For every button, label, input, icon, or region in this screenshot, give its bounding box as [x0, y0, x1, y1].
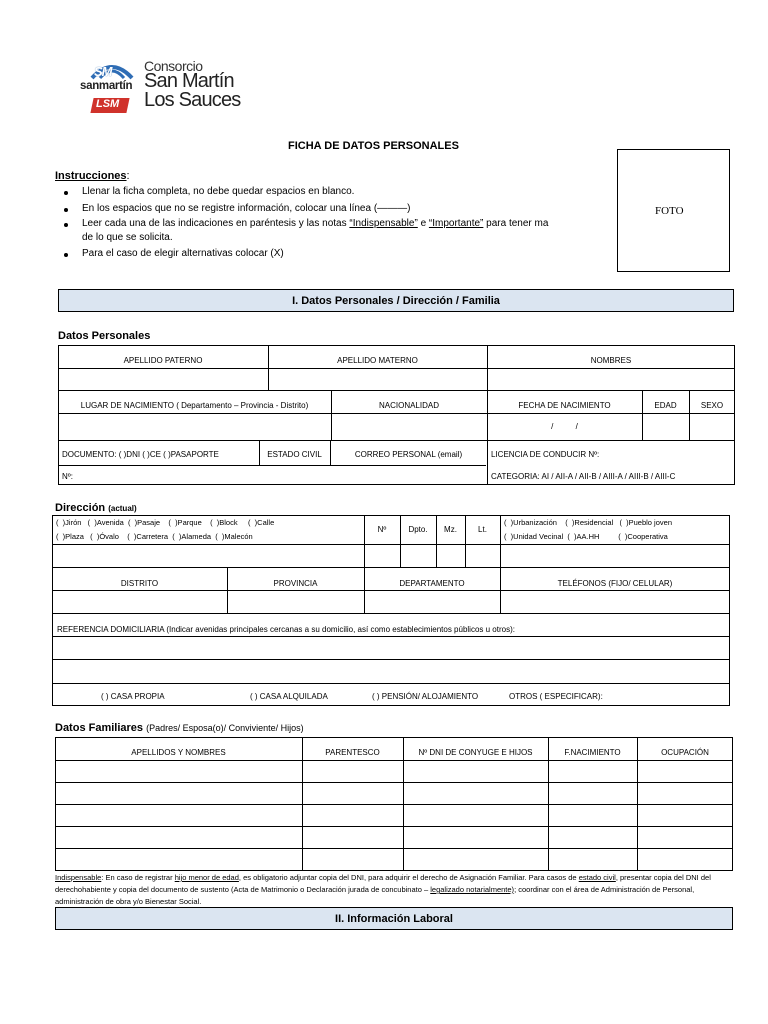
- direccion-heading-text: Dirección: [55, 502, 106, 514]
- label-apellido-materno: APELLIDO MATERNO: [337, 356, 418, 365]
- option-casa-alquilada[interactable]: ( ) CASA ALQUILADA: [250, 692, 328, 701]
- input-sexo[interactable]: [690, 414, 734, 439]
- familiares-row[interactable]: [56, 783, 732, 804]
- input-departamento[interactable]: [365, 591, 499, 612]
- input-nacionalidad[interactable]: [332, 414, 486, 439]
- label-apellido-paterno: APELLIDO PATERNO: [123, 356, 203, 365]
- instruction-item-1: Llenar la ficha completa, no debe quedar espacios en blanco.: [82, 186, 355, 197]
- photo-label: FOTO: [655, 205, 684, 217]
- section-1-header: I. Datos Personales / Dirección / Familia: [58, 289, 734, 312]
- familiares-heading-note: (Padres/ Esposa(o)/ Conviviente/ Hijos): [146, 723, 304, 733]
- note-part2: , es obligatorio adjuntar copia del DNI, para adquirir el derecho de Asignación Familiar. Para casos de: [238, 873, 577, 882]
- zona-type-options-row2[interactable]: ( )Unidad Vecinal ( )AA.HH ( )Cooperativa: [504, 532, 668, 541]
- label-fecha-nacimiento: FECHA DE NACIMIENTO: [518, 401, 611, 410]
- note-importante: “Importante”: [428, 218, 484, 229]
- input-nombres[interactable]: [488, 369, 734, 389]
- instructions-heading: [55, 170, 130, 182]
- label-distrito: DISTRITO: [120, 579, 159, 588]
- note-part1: : En caso de registrar: [101, 873, 173, 882]
- via-type-options-row2[interactable]: ( )Plaza ( )Óvalo ( )Carretera ( )Alameda ( )Malecón: [56, 532, 253, 541]
- column-apellidos-nombres: APELLIDOS Y NOMBRES: [131, 748, 226, 757]
- bullet: [64, 223, 68, 227]
- direccion-heading: [55, 502, 137, 514]
- input-referencia[interactable]: [53, 637, 729, 682]
- label-lugar-nacimiento: LUGAR DE NACIMIENTO ( Departamento – Provincia - Distrito): [80, 401, 309, 410]
- bullet: [64, 208, 68, 212]
- note-estado-civil: estado civil: [578, 873, 616, 882]
- familiares-row[interactable]: [56, 761, 732, 782]
- note-indispensable: “Indispensable”: [349, 218, 418, 229]
- instruction-item-2: En los espacios que no se registre información, colocar una línea (———): [82, 203, 411, 214]
- section-2-header: II. Información Laboral: [55, 907, 733, 930]
- option-casa-propia[interactable]: ( ) CASA PROPIA: [101, 692, 165, 701]
- familiares-heading: [55, 722, 304, 734]
- note-hijo: hijo menor de edad: [174, 873, 239, 882]
- column-dni: Nº DNI DE CONYUGE E HIJOS: [418, 748, 533, 757]
- option-pension[interactable]: ( ) PENSIÓN/ ALOJAMIENTO: [372, 692, 479, 701]
- label-departamento: DEPARTAMENTO: [399, 579, 465, 588]
- input-lugar-nacimiento[interactable]: [59, 414, 330, 439]
- company-logo: [78, 58, 258, 120]
- input-edad[interactable]: [643, 414, 688, 439]
- label-nombres: NOMBRES: [590, 356, 632, 365]
- label-edad: EDAD: [654, 401, 677, 410]
- label-mz: Mz.: [444, 525, 457, 534]
- familiares-row[interactable]: [56, 849, 732, 870]
- input-provincia[interactable]: [228, 591, 363, 612]
- label-telefonos: TELÉFONOS (FIJO/ CELULAR): [557, 579, 673, 588]
- via-type-options-row1[interactable]: ( )Jirón ( )Avenida ( )Pasaje ( )Parque ( )Block ( )Calle: [56, 518, 275, 527]
- input-direccion[interactable]: [53, 545, 363, 566]
- bullet: [64, 253, 68, 257]
- label-sexo: SEXO: [700, 401, 724, 410]
- instruction-item-4: Para el caso de elegir alternativas colocar (X): [82, 248, 284, 259]
- instructions-colon: :: [126, 170, 130, 182]
- label-numero-documento: Nº:: [62, 472, 73, 481]
- column-ocupacion: OCUPACIÓN: [661, 748, 709, 757]
- licencia-categoria-options[interactable]: CATEGORIA: AI / AII-A / AII-B / AIII-A / AIII-B / AIII-C: [491, 472, 676, 481]
- zona-type-options-row1[interactable]: ( )Urbanización ( )Residencial ( )Pueblo joven: [504, 518, 672, 527]
- label-nacionalidad: NACIONALIDAD: [378, 401, 439, 410]
- label-numero: Nº: [377, 525, 387, 534]
- page-title: FICHA DE DATOS PERSONALES: [288, 140, 459, 152]
- label-referencia: REFERENCIA DOMICILIARIA (Indicar avenidas principales cercanas a su domicilio, así como establecimientos públicos u otros):: [57, 625, 515, 634]
- column-parentesco: PARENTESCO: [325, 748, 380, 757]
- note-part4: ; coordinar con el área de Administración de Personal, administración de obra y/o Bienestar Social.: [55, 885, 695, 906]
- datos-personales-heading: Datos Personales: [58, 330, 151, 342]
- label-correo: CORREO PERSONAL (email): [354, 450, 463, 459]
- indispensable-note: [55, 872, 735, 908]
- familiares-row[interactable]: [56, 827, 732, 848]
- logo-name-line2: Los Sauces: [144, 89, 241, 111]
- input-apellido-paterno[interactable]: [59, 369, 267, 389]
- instruction-item-3-line2: de lo que se solicita.: [82, 232, 173, 243]
- input-apellido-materno[interactable]: [269, 369, 486, 389]
- input-fecha-nacimiento[interactable]: / /: [551, 422, 578, 431]
- logo-consorcio: Consorcio: [144, 58, 203, 74]
- documento-type-options[interactable]: DOCUMENTO: ( )DNI ( )CE ( )PASAPORTE: [62, 450, 219, 459]
- logo-lsm: LSM: [96, 98, 120, 110]
- familiares-row[interactable]: [56, 805, 732, 826]
- logo-wordmark: sanmartín: [80, 80, 133, 92]
- instruction-item-3-and: e: [420, 218, 427, 229]
- logo-name-line1: San Martín: [144, 70, 234, 92]
- logo-sm-letters: SM: [94, 64, 112, 79]
- direccion-heading-note: (actual): [108, 504, 137, 513]
- label-licencia: LICENCIA DE CONDUCIR Nº:: [491, 450, 600, 459]
- label-provincia: PROVINCIA: [273, 579, 318, 588]
- option-otros[interactable]: OTROS ( ESPECIFICAR):: [509, 692, 603, 701]
- instruction-item-3-text: Leer cada una de las indicaciones en paréntesis y las notas: [82, 218, 347, 229]
- bullet: [64, 191, 68, 195]
- label-estado-civil: ESTADO CIVIL: [267, 450, 322, 459]
- column-f-nacimiento: F.NACIMIENTO: [564, 748, 621, 757]
- input-telefonos[interactable]: [501, 591, 729, 612]
- note-label: Indispensable: [55, 873, 102, 882]
- note-legalizado: legalizado notarialmente): [430, 885, 515, 894]
- instruction-item-3: [82, 218, 616, 229]
- input-distrito[interactable]: [53, 591, 226, 612]
- label-lt: Lt.: [478, 525, 487, 534]
- note-part3: , presentar copia del DNI del derechohabiente y copia del documento de sustento (Acta de Matrimonio o Declaración jurada de concubinato –: [55, 873, 711, 894]
- instruction-item-3-tail: para tener ma: [486, 218, 549, 229]
- instructions-heading-text: Instrucciones: [55, 170, 127, 182]
- label-dpto: Dpto.: [408, 525, 428, 534]
- familiares-heading-text: Datos Familiares: [55, 722, 144, 734]
